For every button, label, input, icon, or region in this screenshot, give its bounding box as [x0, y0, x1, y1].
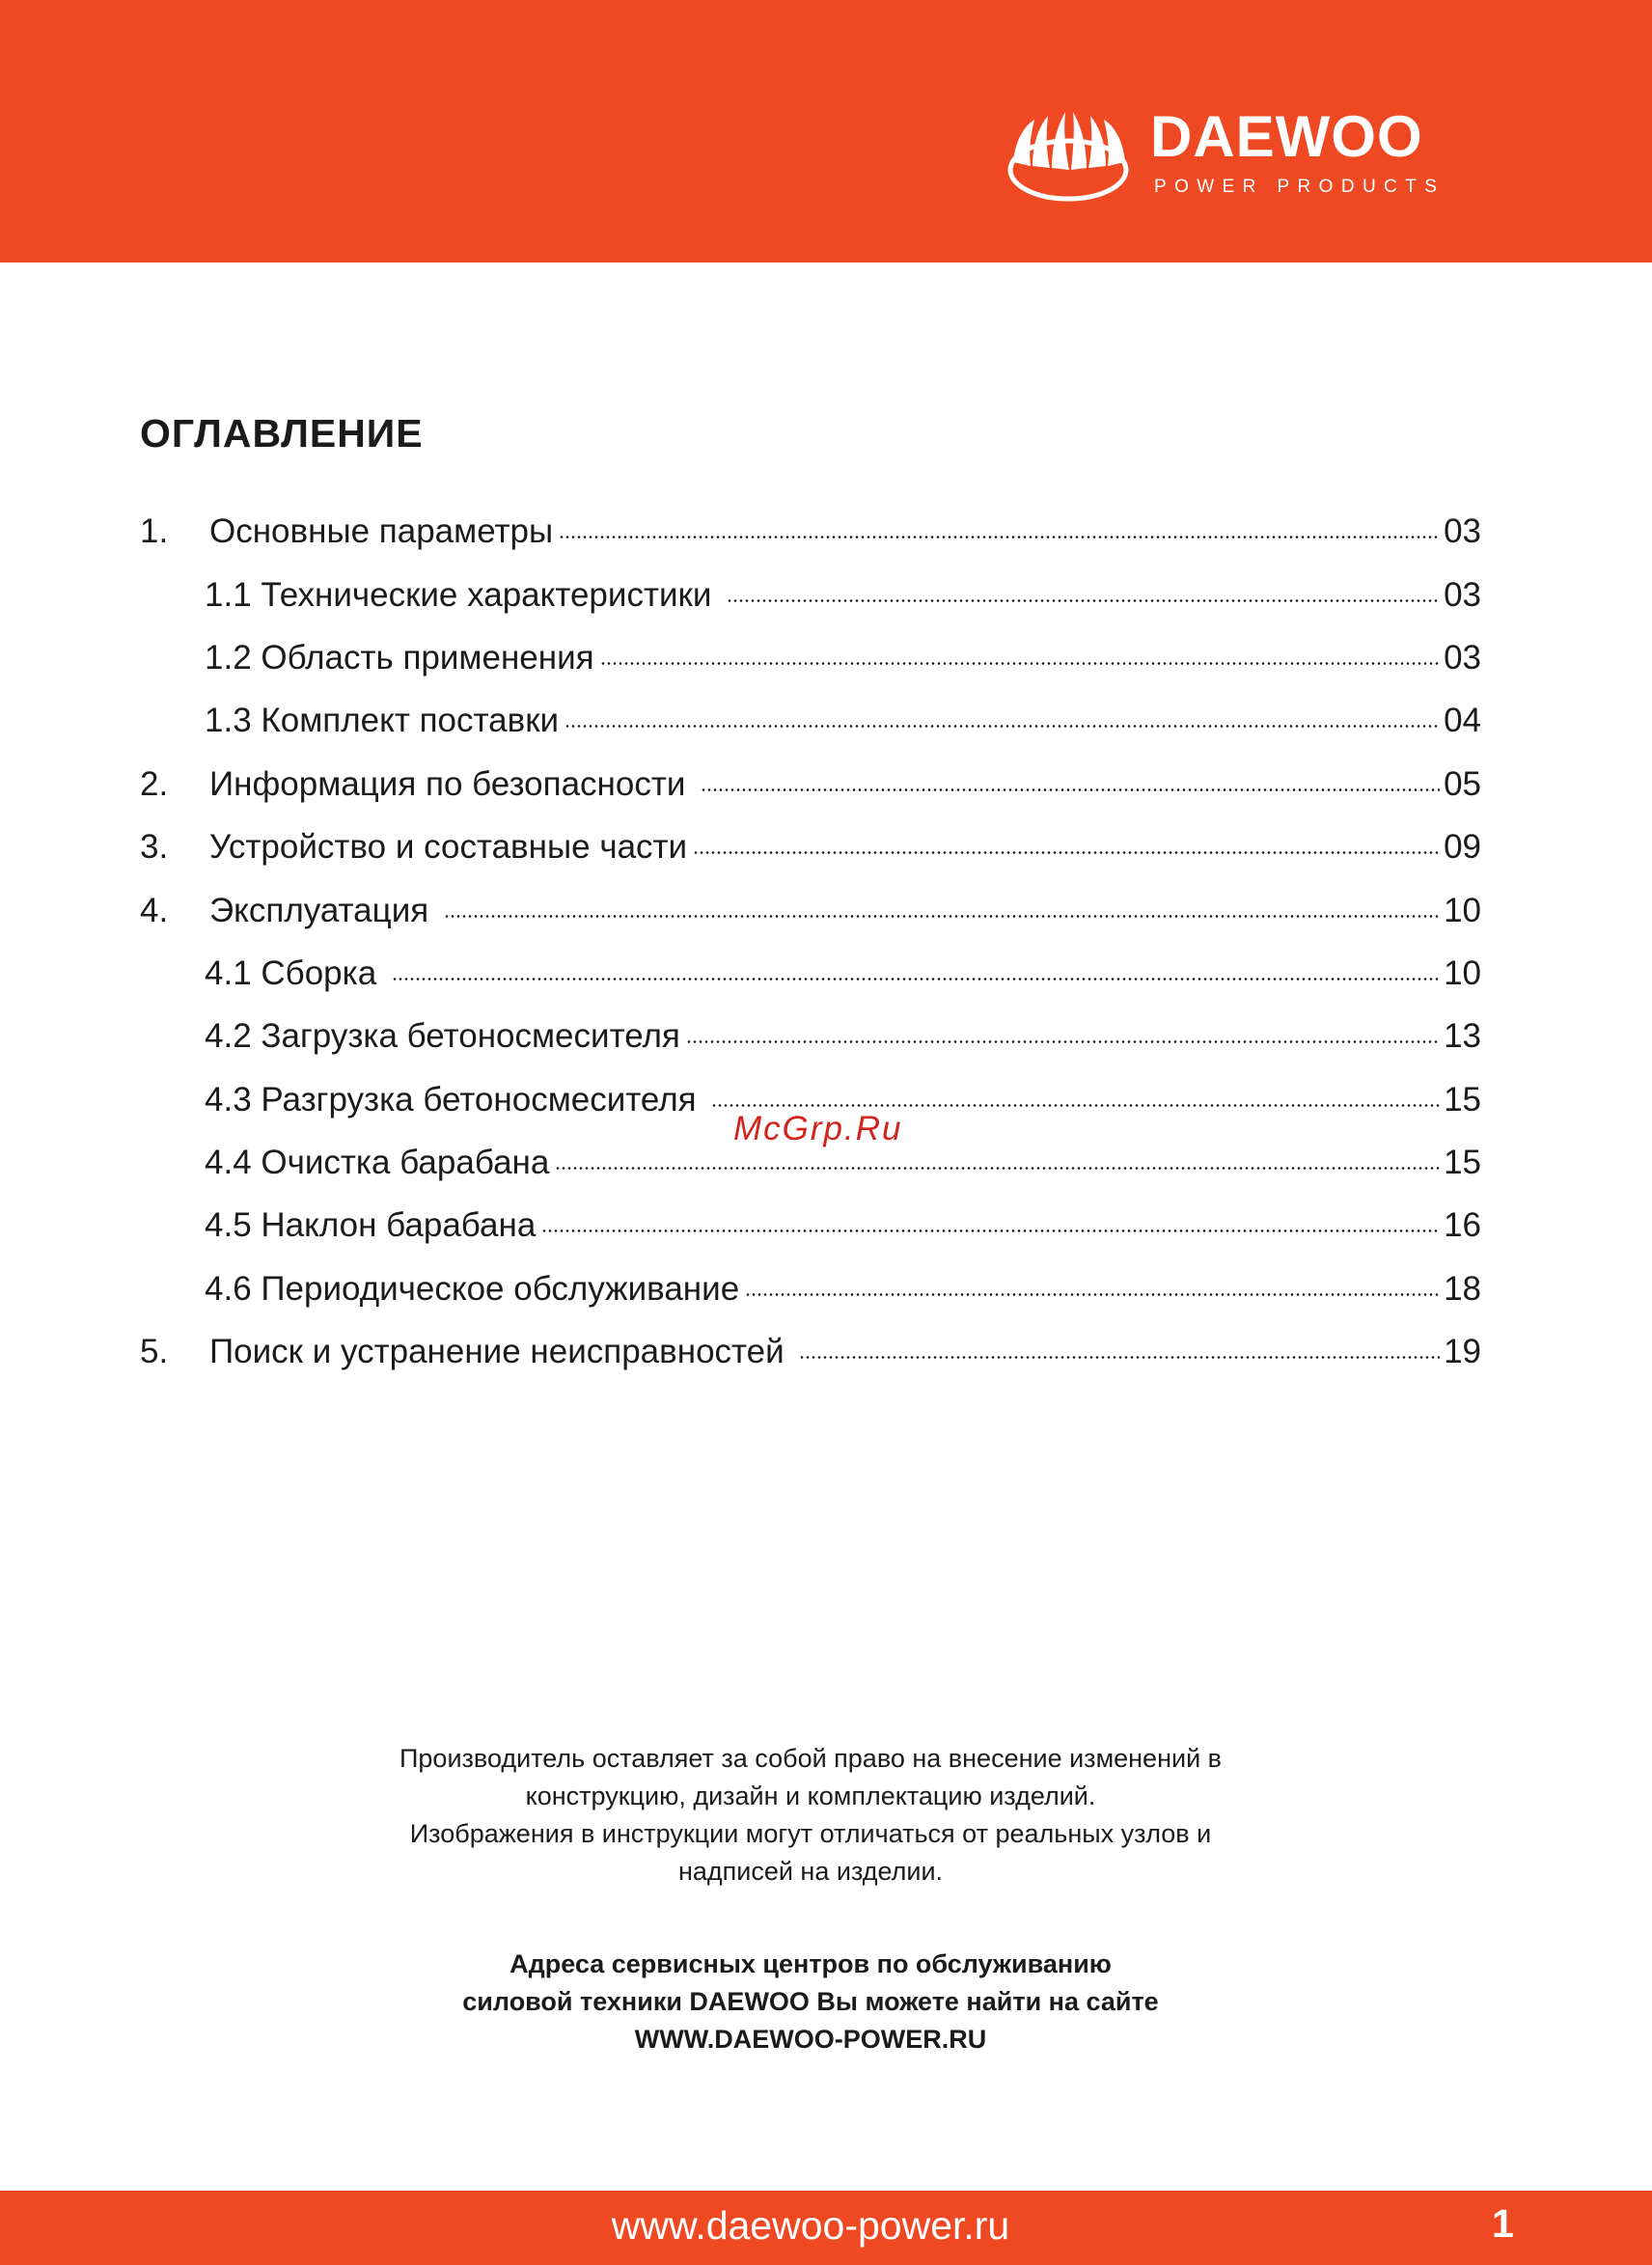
toc-entry[interactable] — [140, 563, 1481, 625]
toc-entry[interactable] — [140, 1194, 1481, 1257]
toc-dot-leader — [600, 662, 1440, 665]
daewoo-emblem-icon — [1005, 106, 1131, 203]
toc-entry-number: 4. — [140, 891, 169, 929]
toc-entry-page: 05 — [1444, 764, 1481, 803]
toc-entry-page: 10 — [1444, 891, 1481, 929]
toc-entry-page: 03 — [1444, 575, 1481, 614]
disclaimer-line: Изображения в инструкции могут отличаться от реальных узлов и — [409, 1819, 1212, 1848]
toc-entry-label: Устройство и составные части — [209, 828, 688, 867]
toc-entry-label: 4.5 Наклон барабана — [205, 1206, 537, 1245]
toc-title: ОГЛАВЛЕНИЕ — [140, 411, 424, 456]
toc-entry-label: Поиск и устранение неисправностей — [209, 1333, 794, 1371]
disclaimer-line: надписей на изделии. — [677, 1857, 944, 1886]
toc-dot-leader — [727, 599, 1440, 602]
toc-dot-leader — [686, 1040, 1440, 1043]
toc-dot-leader — [711, 1104, 1440, 1107]
footer-url[interactable]: www.daewoo-power.ru — [611, 2203, 1010, 2248]
toc-entry-label: 4.1 Сборка — [205, 953, 386, 992]
toc-entry-label: 4.2 Загрузка бетоносмесителя — [205, 1017, 680, 1056]
toc-entry-label: 1.2 Область применения — [205, 638, 594, 677]
toc-dot-leader — [799, 1356, 1440, 1359]
toc-entry-page: 10 — [1444, 953, 1481, 992]
page-number: 1 — [1492, 2201, 1514, 2246]
toc-entry-page: 03 — [1444, 512, 1481, 551]
service-line: Адреса сервисных центров по обслуживанию — [509, 1949, 1112, 1978]
disclaimer-line: конструкцию, дизайн и комплектацию изделий. — [525, 1782, 1096, 1810]
header-band — [0, 0, 1652, 262]
toc-entry-label: 1.1 Технические характеристики — [205, 575, 722, 614]
watermark: McGrp.Ru — [733, 1110, 903, 1147]
toc-entry[interactable] — [140, 689, 1481, 752]
toc-entry[interactable] — [140, 942, 1481, 1005]
toc-entry[interactable] — [140, 626, 1481, 689]
toc-entry-label: 1.3 Комплект поставки — [205, 702, 560, 740]
toc-entry-number: 2. — [140, 764, 169, 803]
toc-entry-label: 4.3 Разгрузка бетоносмесителя — [205, 1080, 706, 1119]
disclaimer-line: Производитель оставляет за собой право на внесение изменений в — [399, 1744, 1222, 1773]
toc-entry-label: Информация по безопасности — [209, 764, 696, 803]
toc-entry[interactable] — [140, 1320, 1481, 1383]
toc-entry[interactable] — [140, 1005, 1481, 1067]
toc-entry-page: 04 — [1444, 702, 1481, 740]
toc-entry-page: 15 — [1444, 1144, 1481, 1182]
toc-entry-number: 1. — [140, 512, 169, 551]
toc-entry[interactable] — [140, 753, 1481, 815]
toc-entry-page: 13 — [1444, 1017, 1481, 1056]
toc-entry-label: Основные параметры — [209, 512, 554, 551]
toc-entry-number: 5. — [140, 1333, 169, 1371]
toc-entry[interactable] — [140, 500, 1481, 563]
toc-entry[interactable] — [140, 1257, 1481, 1320]
toc-entry-page: 18 — [1444, 1269, 1481, 1308]
toc-entry-page: 03 — [1444, 638, 1481, 677]
toc-entry-page: 15 — [1444, 1080, 1481, 1119]
toc-entry-page: 16 — [1444, 1206, 1481, 1245]
toc-dot-leader — [392, 978, 1440, 981]
brand-subtitle: POWER PRODUCTS — [1154, 177, 1446, 197]
toc-entry[interactable] — [140, 815, 1481, 878]
service-info — [289, 1946, 1332, 2058]
toc-entry-page: 09 — [1444, 828, 1481, 867]
toc-dot-leader — [745, 1293, 1440, 1296]
daewoo-logo — [1005, 106, 1493, 203]
toc-entry-label: 4.6 Периодическое обслуживание — [205, 1269, 740, 1308]
toc-dot-leader — [564, 725, 1440, 728]
toc-dot-leader — [701, 788, 1440, 791]
disclaimer — [289, 1740, 1332, 1891]
toc-entry-label: Эксплуатация — [209, 891, 438, 929]
toc-dot-leader — [559, 536, 1440, 539]
brand-name: DAEWOO — [1150, 104, 1423, 169]
toc-dot-leader — [541, 1229, 1440, 1232]
service-url[interactable]: WWW.DAEWOO-POWER.RU — [634, 2025, 987, 2054]
toc-dot-leader — [693, 851, 1440, 854]
toc-dot-leader — [444, 915, 1440, 918]
toc-entry-number: 3. — [140, 828, 169, 867]
toc-entry-label: 4.4 Очистка барабана — [205, 1144, 550, 1182]
service-line: силовой техники DAEWOO Вы можете найти на сайте — [462, 1987, 1159, 2016]
toc-list — [140, 500, 1481, 1383]
toc-dot-leader — [555, 1167, 1440, 1170]
toc-entry-page: 19 — [1444, 1333, 1481, 1371]
toc-entry[interactable] — [140, 878, 1481, 941]
